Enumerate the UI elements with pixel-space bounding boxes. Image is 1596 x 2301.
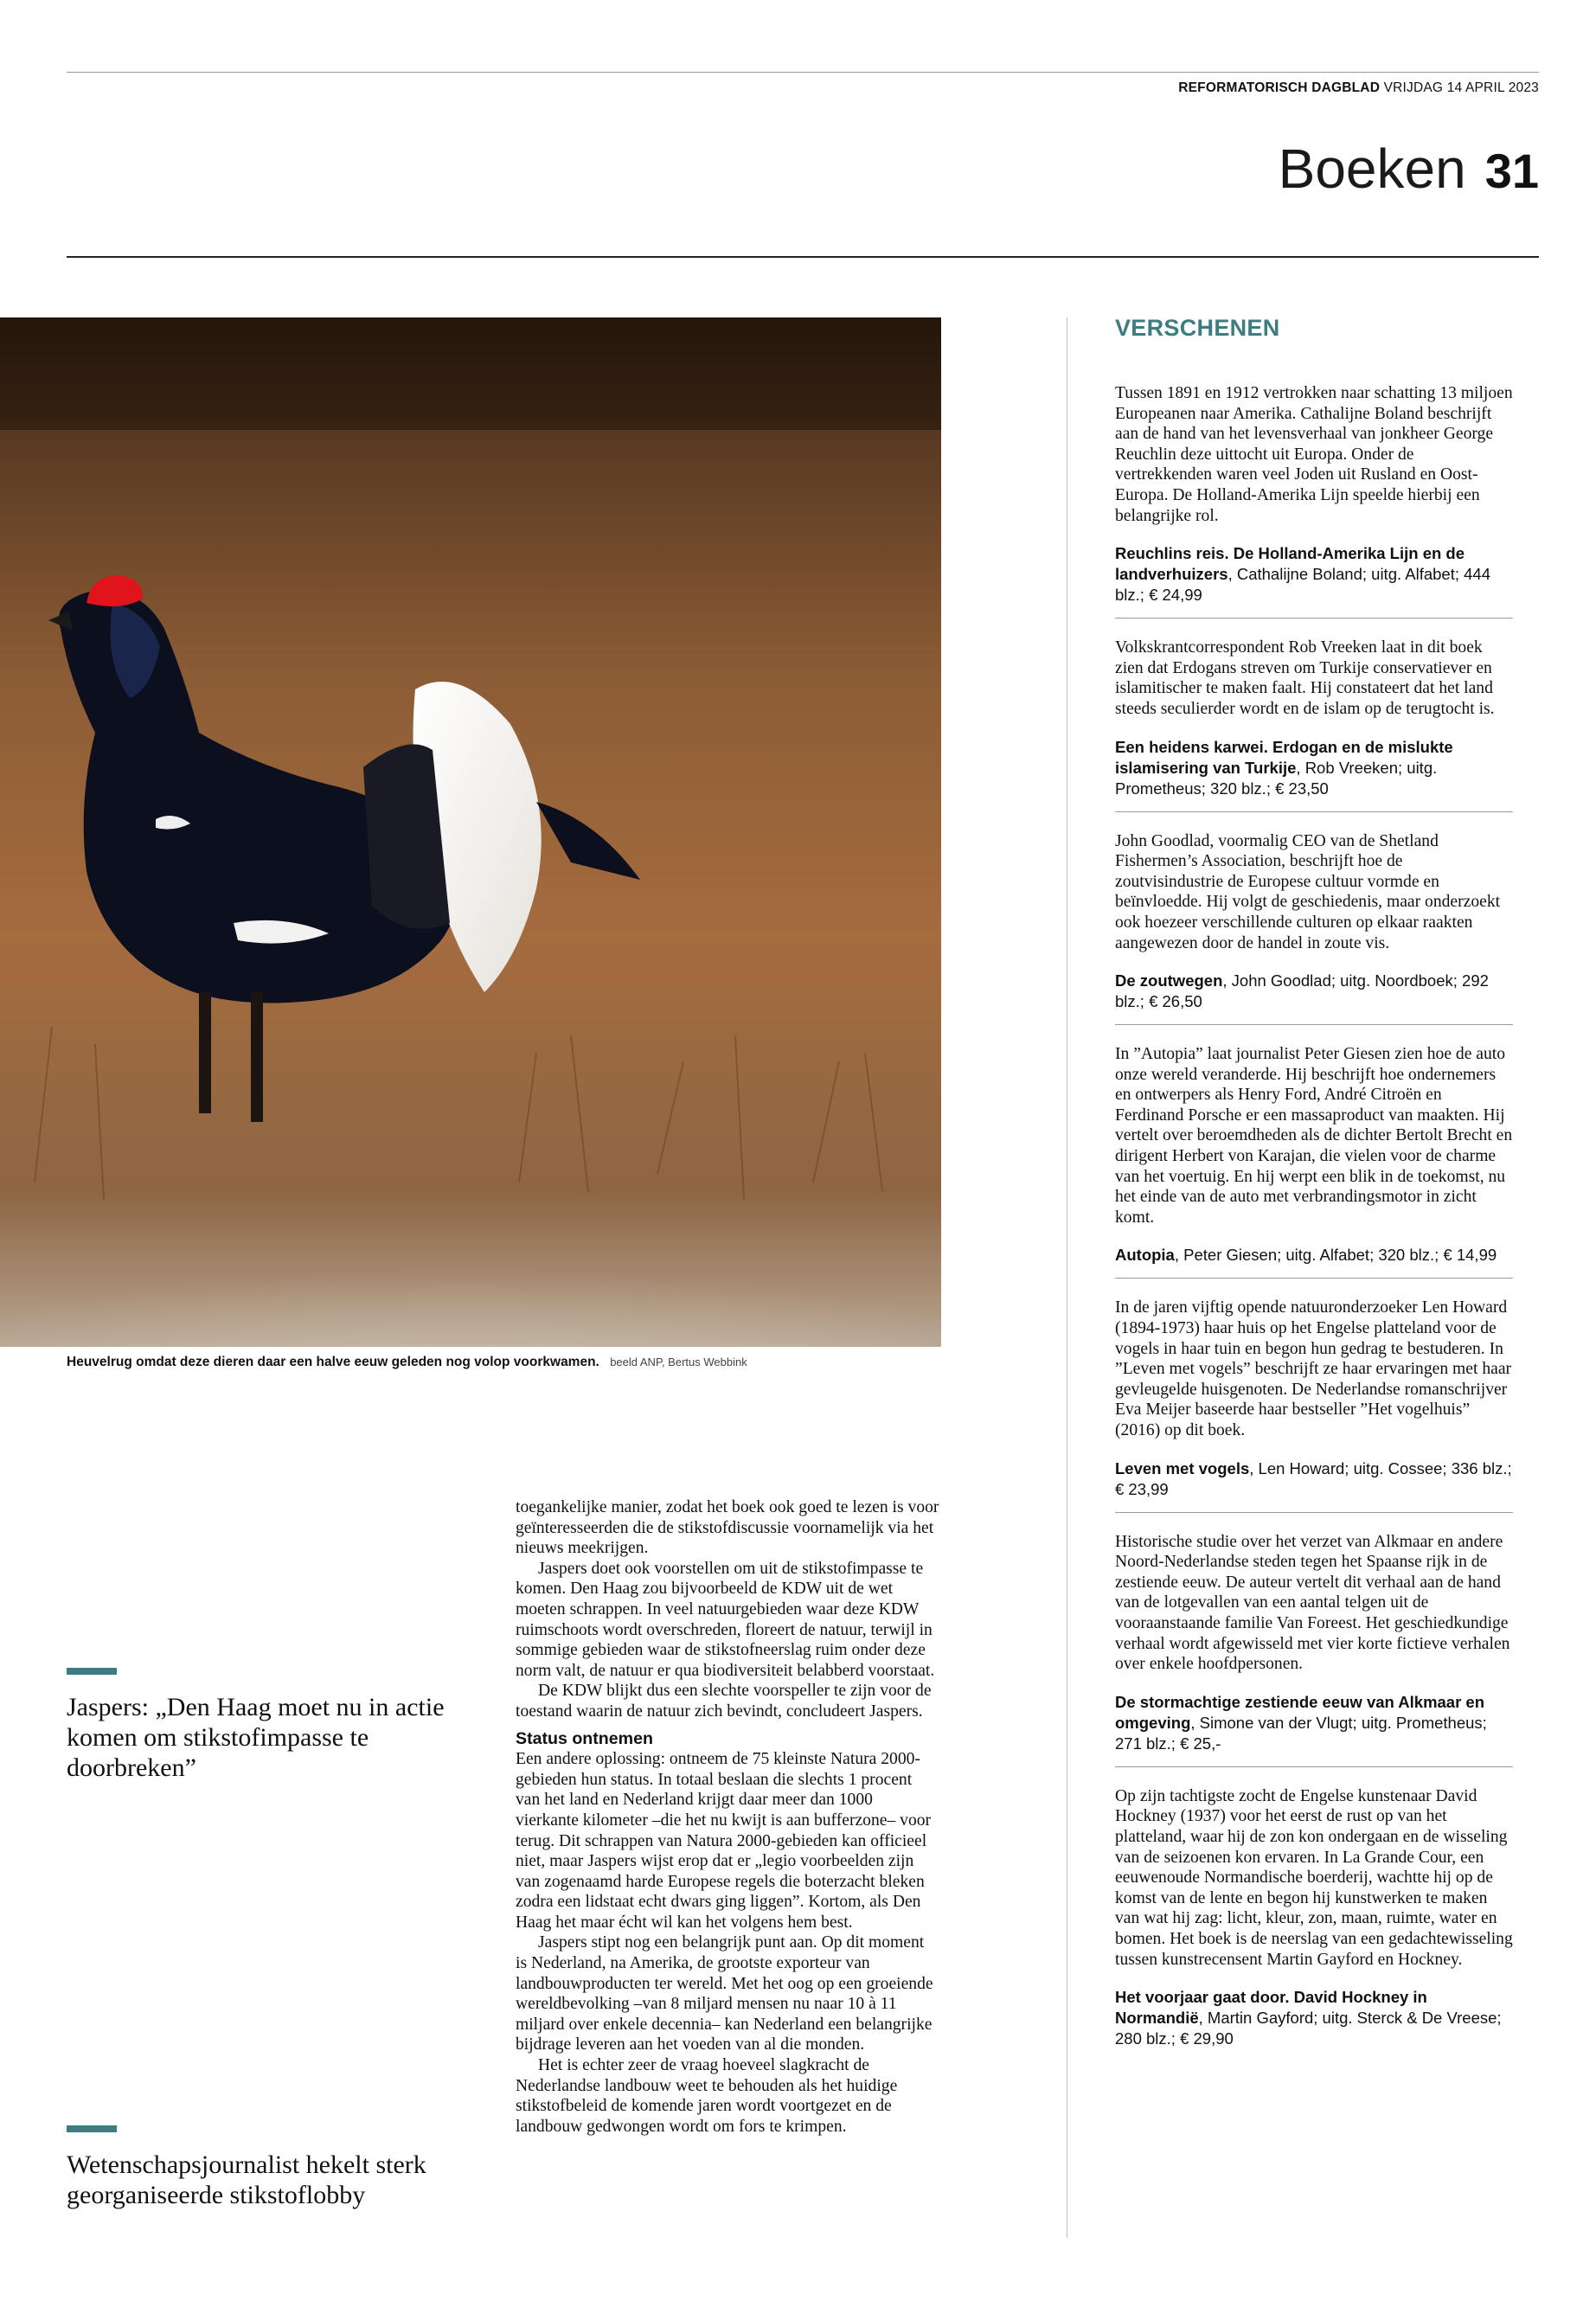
pull-quote [67, 1668, 465, 1783]
book-entry [1115, 1532, 1513, 1767]
top-rule [67, 72, 1539, 73]
article-column [516, 1497, 939, 2137]
photo-credit: beeld ANP, Bertus Webbink [610, 1356, 747, 1368]
article-paragraph: De KDW blijkt dus een slechte voorspeller te zijn voor de toestand waarin de natuur zich bevindt, concludeert Jaspers. [516, 1682, 932, 1721]
grouse-image [0, 317, 941, 1347]
sidebar-heading: VERSCHENEN [1115, 315, 1280, 341]
entry-divider [1115, 811, 1513, 812]
page-number: 31 [1484, 144, 1539, 198]
entry-divider [1115, 1766, 1513, 1767]
quote-accent-bar [67, 1668, 117, 1675]
book-meta: , Len Howard; uitg. Cossee; 336 blz.; € 23,99 [1115, 1458, 1512, 1498]
book-meta: , Martin Gayford; uitg. Sterck & De Vreese; 280 blz.; € 29,90 [1115, 2009, 1502, 2048]
book-entry [1115, 638, 1513, 811]
book-details [1115, 1987, 1513, 2049]
entry-divider [1115, 618, 1513, 619]
article-paragraph: Het is echter zeer de vraag hoeveel slagkracht de Nederlandse landbouw weet te behouden als het huidige stikstofbeleid de komende jaren wordt voortgezet en de landbouw gedwongen wordt om fors te krimpen. [516, 2056, 898, 2136]
book-details [1115, 971, 1513, 1012]
pull-quote-text: Jaspers: „Den Haag moet nu in actie komen om stikstofimpasse te doorbreken” [67, 1693, 445, 1782]
sidebar-book-list [1115, 383, 1513, 2049]
book-meta: , Peter Giesen; uitg. Alfabet; 320 blz.; € 14,99 [1174, 1246, 1497, 1265]
book-entry [1115, 1044, 1513, 1279]
photo-caption [67, 1355, 940, 1370]
header-rule [67, 256, 1539, 258]
section-title [1279, 137, 1539, 206]
article-paragraph: Een andere oplossing: ontneem de 75 kleinste Natura 2000-gebieden hun status. In totaal beslaan die slechts 1 procent van het land en Nederland krijgt daar meer dan 1000 vierkante kilometer –die het nu kwijt is aan bufferzone– voor terug. Dit schrappen van Natura 2000-gebieden kan officieel niet, maar Jaspers wijst erop dat er „legio voorbeelden zijn van zogenaamd harde Europese regels die boterzacht bleken zodra een lidstaat echt dwars ging liggen”. Kortom, als Den Haag het maar écht wil kan het volgens hem best. [516, 1750, 932, 1932]
book-meta: , John Goodlad; uitg. Noordboek; 292 blz.; € 26,50 [1115, 971, 1489, 1011]
book-title: Reuchlins reis. De Holland-Amerika Lijn en de landverhuizers [1115, 544, 1465, 584]
book-title: De stormachtige zestiende eeuw van Alkmaar en omgeving [1115, 1692, 1485, 1732]
book-entry [1115, 383, 1513, 619]
caption-text: Heuvelrug omdat deze dieren daar een halve eeuw geleden nog volop voorkwamen. [67, 1355, 599, 1369]
book-details [1115, 1692, 1513, 1754]
book-entry [1115, 1298, 1513, 1512]
entry-divider [1115, 1024, 1513, 1025]
book-meta: , Simone van der Vlugt; uitg. Prometheus; 271 blz.; € 25,- [1115, 1713, 1487, 1753]
book-summary: John Goodlad, voormalig CEO van de Shetland Fishermen’s Association, beschrijft hoe de zoutvisindustrie de Europese cultuur vormde en beïnvloedde. Hij volgt de geschiedenis, maar onderzoekt ook hoezeer verschillende culturen op elkaar raakten aangewezen door de handel in zoute vis. [1115, 831, 1501, 952]
entry-divider [1115, 1278, 1513, 1279]
book-meta: , Cathalijne Boland; uitg. Alfabet; 444 blz.; € 24,99 [1115, 565, 1490, 605]
book-entry [1115, 831, 1513, 1026]
book-meta: , Rob Vreeken; uitg. Prometheus; 320 blz.; € 23,50 [1115, 758, 1438, 798]
section-name: Boeken [1278, 138, 1466, 200]
black-grouse-photo [0, 317, 941, 1347]
entry-divider [1115, 1512, 1513, 1513]
book-details [1115, 737, 1513, 799]
masthead [1178, 80, 1539, 96]
book-details [1115, 1458, 1513, 1500]
pull-quote [67, 2125, 465, 2210]
article-paragraph: Jaspers stipt nog een belangrijk punt aan. Op dit moment is Nederland, na Amerika, de grootste exporteur van landbouwproducten ter wereld. Met het oog op een groeiende wereldbevolking –van 8 miljard mensen nu naar 10 à 11 miljard over enkele decennia– kan Nederland een belangrijke bijdrage leveren aan het voeden van al die monden. [516, 1933, 933, 2054]
paper-name: REFORMATORISCH DAGBLAD [1178, 80, 1381, 95]
book-title: Het voorjaar gaat door. David Hockney in Normandië [1115, 1988, 1427, 2028]
quote-accent-bar [67, 2125, 117, 2132]
book-summary: Historische studie over het verzet van Alkmaar en andere Noord-Nederlandse steden tegen het Spaanse rijk in de zestiende eeuw. De auteur vertelt dit verhaal aan de hand van de lotgevallen van een aantal telgen uit de vooraanstaande familie Van Foreest. Het geschiedkundige verhaal wordt afgewisseld met vier korte fictieve verhalen over enkele hoofdpersonen. [1115, 1532, 1510, 1674]
book-title: Autopia [1115, 1246, 1175, 1265]
book-summary: In de jaren vijftig opende natuuronderzoeker Len Howard (1894-1973) haar huis op het Engelse platteland voor de vogels in haar tuin en begon hun gedrag te bestuderen. In ”Leven met vogels” beschrijft ze haar ervaringen met haar gevleugelde huisgenoten. De Nederlandse romanschrijver Eva Meijer baseerde haar bestseller ”Het vogelhuis” (2016) op dit boek. [1115, 1298, 1512, 1439]
book-details [1115, 1245, 1513, 1266]
book-summary: Volkskrantcorrespondent Rob Vreeken laat in dit boek zien dat Erdogans streven om Turkije conservatiever en islamitischer te maken faalt. Hij constateert dat het land steeds seculierder wordt en de islam op de terugtocht is. [1115, 638, 1495, 718]
issue-date: VRIJDAG 14 APRIL 2023 [1383, 80, 1539, 95]
book-title: Leven met vogels [1115, 1458, 1250, 1477]
article-subheading: Status ontnemen [516, 1728, 653, 1748]
pull-quote-text: Wetenschapsjournalist hekelt sterk georganiseerde stikstoflobby [67, 2150, 426, 2209]
book-title: Een heidens karwei. Erdogan en de mislukte islamisering van Turkije [1115, 737, 1453, 777]
article-paragraph: Jaspers doet ook voorstellen om uit de stikstofimpasse te komen. Den Haag zou bijvoorbeeld de KDW uit de wet moeten schrappen. In veel natuurgebieden waar deze KDW ruimschoots wordt overschreden, floreert de natuur, terwijl in sommige gebieden waar de stikstofneerslag ruim onder deze norm valt, de natuur er qua biodiversiteit belabberd voorstaat. [516, 1559, 935, 1680]
book-summary: In ”Autopia” laat journalist Peter Giesen zien hoe de auto onze wereld veranderde. Hij beschrijft hoe ondernemers en ontwerpers als Henry Ford, André Citroën en Ferdinand Porsche er een massaproduct van maakten. Hij vertelt over beroemdheden als de dichter Bertolt Brecht en dirigent Herbert von Karajan, die vielen voor de charme van het voertuig. En hij werpt een blik in de toekomst, nu het einde van de auto met verbrandingsmotor in zicht komt. [1115, 1045, 1513, 1227]
book-details [1115, 543, 1513, 606]
book-summary: Tussen 1891 en 1912 vertrokken naar schatting 13 miljoen Europeanen naar Amerika. Cathalijne Boland beschrijft aan de hand van het levensverhaal van jonkheer George Reuchlin deze uittocht uit Europa. Onder de vertrekkenden waren veel Joden uit Rusland en Oost-Europa. De Holland-Amerika Lijn speelde hierbij een belangrijke rol. [1115, 384, 1513, 525]
book-summary: Op zijn tachtigste zocht de Engelse kunstenaar David Hockney (1937) voor het eerst de rust op van het platteland, waar hij de zon kon ondergaan en de wisseling van de seizoenen kon ervaren. In La Grande Cour, een eeuwenoude Normandische boerderij, wachtte hij op de komst van de lente en begon hij kunstwerken te maken van wat hij zag: licht, kleur, zon, maan, ruimte, water en bomen. Het boek is de neerslag van een gedachtewisseling tussen kunstrecensent Martin Gayford en Hockney. [1115, 1786, 1513, 1969]
book-entry [1115, 1786, 1513, 2049]
book-title: De zoutwegen [1115, 971, 1223, 990]
article-paragraph: toegankelijke manier, zodat het boek ook goed te lezen is voor geïnteresseerden die de stikstofdiscussie voornamelijk via het nieuws meekrijgen. [516, 1498, 939, 1558]
